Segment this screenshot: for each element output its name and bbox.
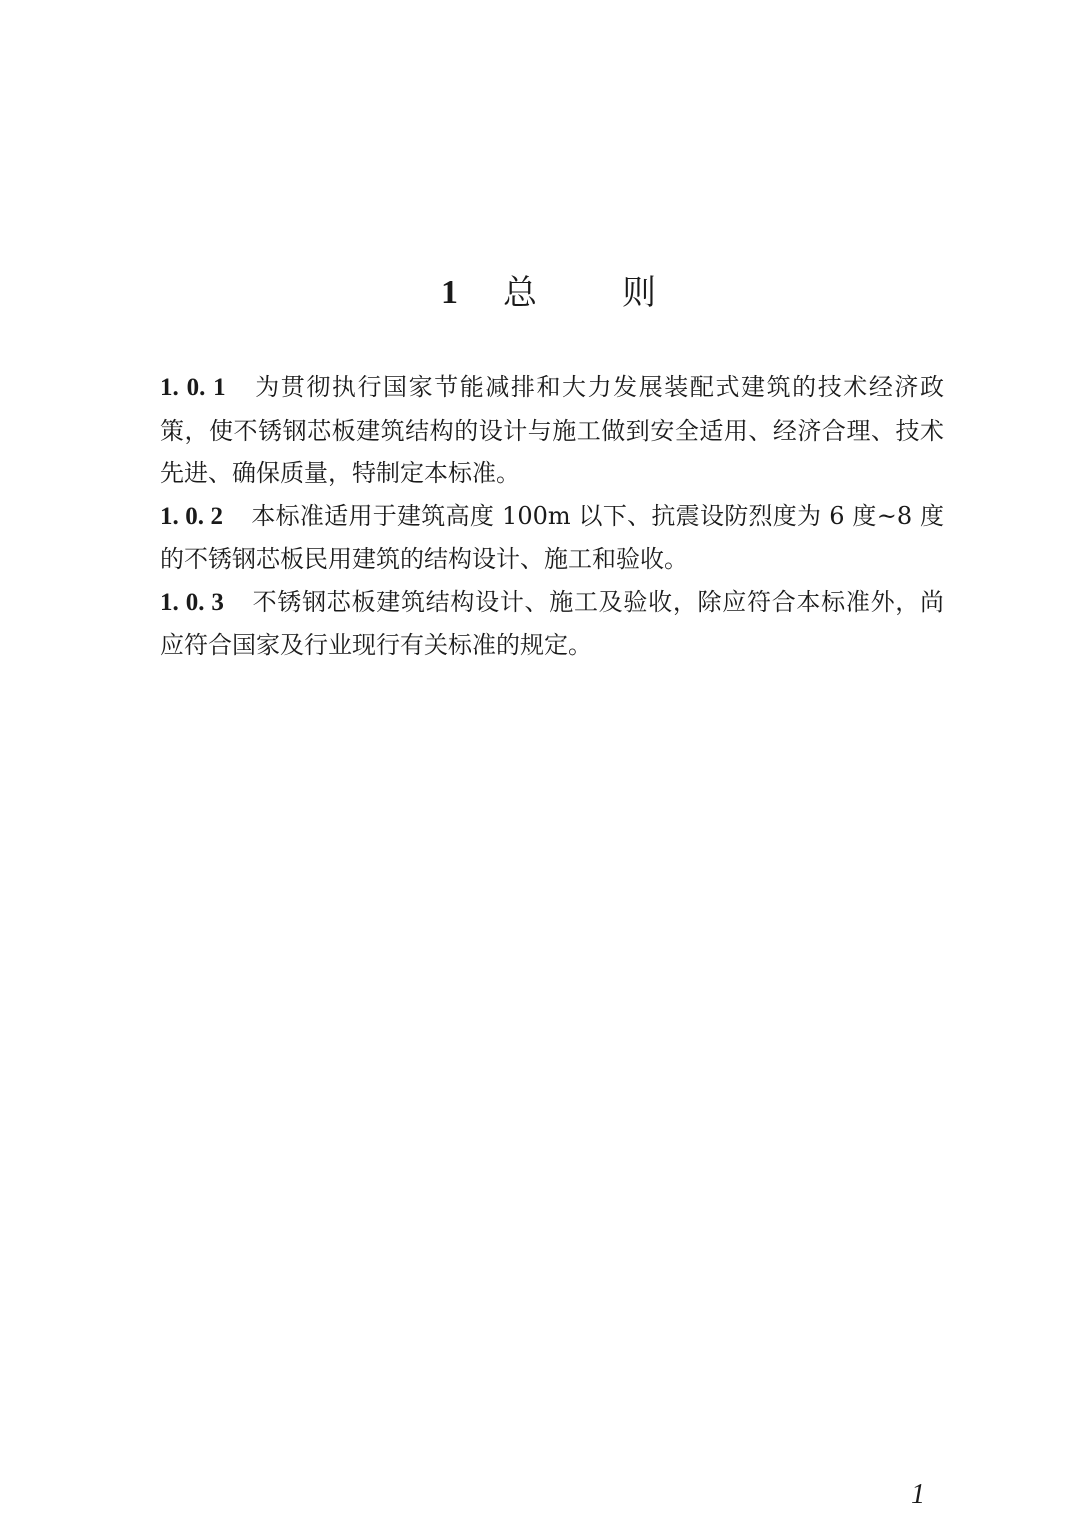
clause-text: 为贯彻执行国家节能减排和大力发展装配式建筑的技术经济政策，使不锈钢芯板建筑结构的设计与施工做到安全适用、经济合理、技术先进、确保质量，特制定本标准。	[160, 373, 945, 487]
chapter-title-part2: 则	[622, 273, 656, 313]
chapter-title-part1: 总	[503, 273, 537, 313]
clause-1-0-2	[160, 495, 944, 581]
page-number: 1	[911, 1479, 925, 1510]
clause-number: 1. 0. 3	[160, 588, 224, 616]
chapter-heading	[0, 268, 1065, 318]
chapter-number: 1	[441, 274, 458, 311]
clause-number: 1. 0. 1	[160, 374, 226, 401]
clause-1-0-1	[160, 366, 944, 495]
clause-text: 不锈钢芯板建筑结构设计、施工及验收，除应符合本标准外，尚应符合国家及行业现行有关标准的规定。	[160, 587, 945, 659]
clause-1-0-3	[160, 581, 944, 667]
clause-number: 1. 0. 2	[160, 502, 224, 530]
clause-list	[160, 366, 944, 667]
clause-text: 本标准适用于建筑高度 100m 以下、抗震设防烈度为 6 度~8 度的不锈钢芯板民用建筑的结构设计、施工和验收。	[160, 501, 944, 573]
